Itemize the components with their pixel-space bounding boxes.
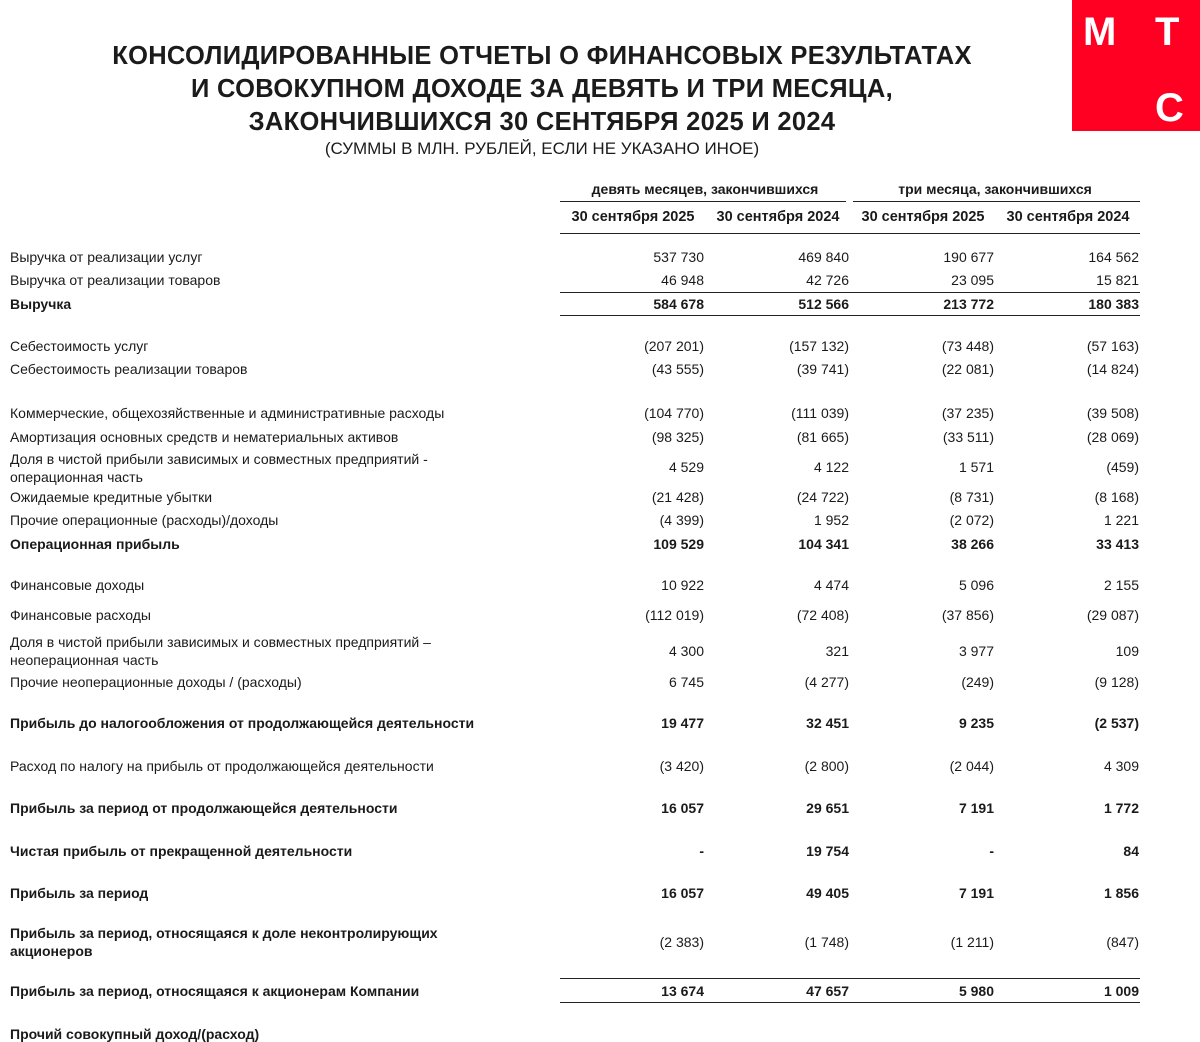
cell-value: (39 508) [1086,405,1139,421]
cell-value: 7 191 [958,885,994,901]
cell-value: (847) [1106,934,1139,950]
row-label-continued: акционеров [10,943,93,959]
cell-value: (2 800) [804,758,849,774]
cell-value: 469 840 [798,249,849,265]
cell-value: 213 772 [943,296,994,312]
row-label: Чистая прибыль от прекращенной деятельности [10,843,353,859]
row-label: Себестоимость реализации товаров [10,361,248,377]
cell-value: (37 856) [941,607,994,623]
cell-value: (81 665) [796,429,849,445]
row-label-continued: операционная часть [10,469,143,485]
cell-value: 584 678 [653,296,704,312]
row-label-continued: неоперационная часть [10,652,159,668]
cell-value: (72 408) [796,607,849,623]
cell-value: (1 211) [950,934,994,950]
cell-value: 84 [1123,843,1139,859]
cell-value: 109 [1115,643,1139,659]
logo-letter-t: Т [1155,10,1180,54]
header-underline [560,233,1140,234]
total-underline [560,1002,1140,1003]
row-label: Выручка [10,296,72,312]
cell-value: 13 674 [661,983,704,999]
cell-value: 109 529 [653,536,704,552]
cell-value: 47 657 [806,983,849,999]
cell-value: (8 731) [949,489,994,505]
column-header: 30 сентября 2024 [1006,209,1130,225]
group-underline [560,201,846,202]
title-line: И СОВОКУПНОМ ДОХОДЕ ЗА ДЕВЯТЬ И ТРИ МЕСЯЦА, [191,75,893,103]
logo-letter-m: М [1083,10,1117,54]
row-label: Доля в чистой прибыли зависимых и совместных предприятий - [10,451,428,467]
subtotal-line [560,978,1140,979]
cell-value: 5 980 [958,983,994,999]
row-label: Расход по налогу на прибыль от продолжающейся деятельности [10,758,434,774]
cell-value: (4 399) [659,512,704,528]
cell-value: (3 420) [659,758,704,774]
group-underline [853,201,1140,202]
cell-value: 19 754 [806,843,849,859]
row-label: Ожидаемые кредитные убытки [10,489,213,505]
cell-value: (4 277) [804,674,849,690]
cell-value: 33 413 [1096,536,1139,552]
cell-value: 16 057 [661,800,704,816]
cell-value: (57 163) [1086,338,1139,354]
row-label: Прибыль за период, относящаяся к доле неконтролирующих [10,925,438,941]
cell-value: (29 087) [1086,607,1139,623]
cell-value: 49 405 [806,885,849,901]
cell-value: 4 529 [668,459,704,475]
row-label: Прочие неоперационные доходы / (расходы) [10,674,302,690]
cell-value: 9 235 [958,715,994,731]
cell-value: 19 477 [661,715,704,731]
cell-value: (43 555) [651,361,704,377]
cell-value: (33 511) [942,429,994,445]
cell-value: (2 537) [1094,715,1139,731]
cell-value: 2 155 [1103,577,1139,593]
cell-value: 4 474 [813,577,849,593]
cell-value: (8 168) [1094,489,1139,505]
cell-value: (1 748) [804,934,849,950]
column-header: 30 сентября 2024 [716,209,840,225]
cell-value: (28 069) [1086,429,1139,445]
row-label: Прибыль до налогообложения от продолжающейся деятельности [10,715,475,731]
cell-value: (104 770) [644,405,704,421]
row-label: Коммерческие, общехозяйственные и административные расходы [10,405,445,421]
cell-value: 10 922 [661,577,704,593]
row-label: Доля в чистой прибыли зависимых и совместных предприятий – [10,634,431,650]
cell-value: 512 566 [798,296,849,312]
cell-value: 1 952 [813,512,849,528]
row-label: Прибыль за период [10,885,149,901]
row-label: Прибыль за период, относящаяся к акционерам Компании [10,983,420,999]
row-label: Амортизация основных средств и нематериальных активов [10,429,399,445]
cell-value: 3 977 [958,643,994,659]
row-label: Выручка от реализации услуг [10,249,203,265]
total-underline [560,315,1140,316]
cell-value: (207 201) [644,338,704,354]
cell-value: (2 072) [949,512,994,528]
cell-value: 164 562 [1088,249,1139,265]
report-subtitle: (СУММЫ В МЛН. РУБЛЕЙ, ЕСЛИ НЕ УКАЗАНО ИНОЕ) [324,139,760,158]
cell-value: (2 044) [949,758,994,774]
cell-value: 4 300 [668,643,704,659]
cell-value: (39 741) [796,361,849,377]
cell-value: 1 009 [1103,983,1139,999]
cell-value: 23 095 [951,272,994,288]
cell-value: 46 948 [661,272,704,288]
cell-value: 4 122 [813,459,849,475]
cell-value: (9 128) [1094,674,1139,690]
cell-value: 1 772 [1103,800,1139,816]
title-line: ЗАКОНЧИВШИХСЯ 30 СЕНТЯБРЯ 2025 И 2024 [248,108,836,136]
row-label: Финансовые доходы [10,577,145,593]
cell-value: 32 451 [806,715,849,731]
report-title [0,40,1084,139]
cell-value: (21 428) [651,489,704,505]
cell-value: 180 383 [1088,296,1139,312]
cell-value: (112 019) [645,607,704,623]
cell-value: 1 571 [958,459,994,475]
cell-value: 38 266 [951,536,994,552]
cell-value: (249) [961,674,994,690]
cell-value: 29 651 [806,800,849,816]
cell-value: (157 132) [789,338,849,354]
cell-value: 190 677 [943,249,994,265]
cell-value: (37 235) [941,405,994,421]
cell-value: (459) [1106,459,1139,475]
cell-value: 5 096 [958,577,994,593]
cell-value: (73 448) [941,338,994,354]
cell-value: 15 821 [1096,272,1139,288]
cell-value: 537 730 [653,249,704,265]
mts-logo [1072,0,1200,131]
group-header-three-months: три месяца, закончившихся [898,181,1092,197]
cell-value: (22 081) [941,361,994,377]
cell-value: - [989,843,994,859]
cell-value: 1 221 [1103,512,1139,528]
cell-value: (98 325) [651,429,704,445]
column-header: 30 сентября 2025 [861,209,985,225]
cell-value: 321 [825,643,849,659]
cell-value: 42 726 [806,272,849,288]
row-label: Выручка от реализации товаров [10,272,221,288]
cell-value: (111 039) [791,405,849,421]
title-line: КОНСОЛИДИРОВАННЫЕ ОТЧЕТЫ О ФИНАНСОВЫХ РЕЗУЛЬТАТАХ [112,42,972,70]
cell-value: 4 309 [1103,758,1139,774]
row-label: Финансовые расходы [10,607,151,623]
row-label: Прибыль за период от продолжающейся деятельности [10,800,398,816]
group-header-nine-months: девять месяцев, закончившихся [591,181,819,197]
row-label: Себестоимость услуг [10,338,149,354]
column-header: 30 сентября 2025 [571,209,695,225]
cell-value: 104 341 [798,536,849,552]
subtotal-line [560,292,1140,293]
cell-value: - [699,843,704,859]
logo-letter-s: С [1155,86,1184,130]
cell-value: (14 824) [1086,361,1139,377]
cell-value: 1 856 [1103,885,1139,901]
cell-value: (24 722) [796,489,849,505]
row-label: Операционная прибыль [10,536,180,552]
row-label: Прочие операционные (расходы)/доходы [10,512,279,528]
cell-value: (2 383) [659,934,704,950]
cell-value: 6 745 [668,674,704,690]
cell-value: 16 057 [661,885,704,901]
row-label: Прочий совокупный доход/(расход) [10,1026,260,1042]
cell-value: 7 191 [958,800,994,816]
